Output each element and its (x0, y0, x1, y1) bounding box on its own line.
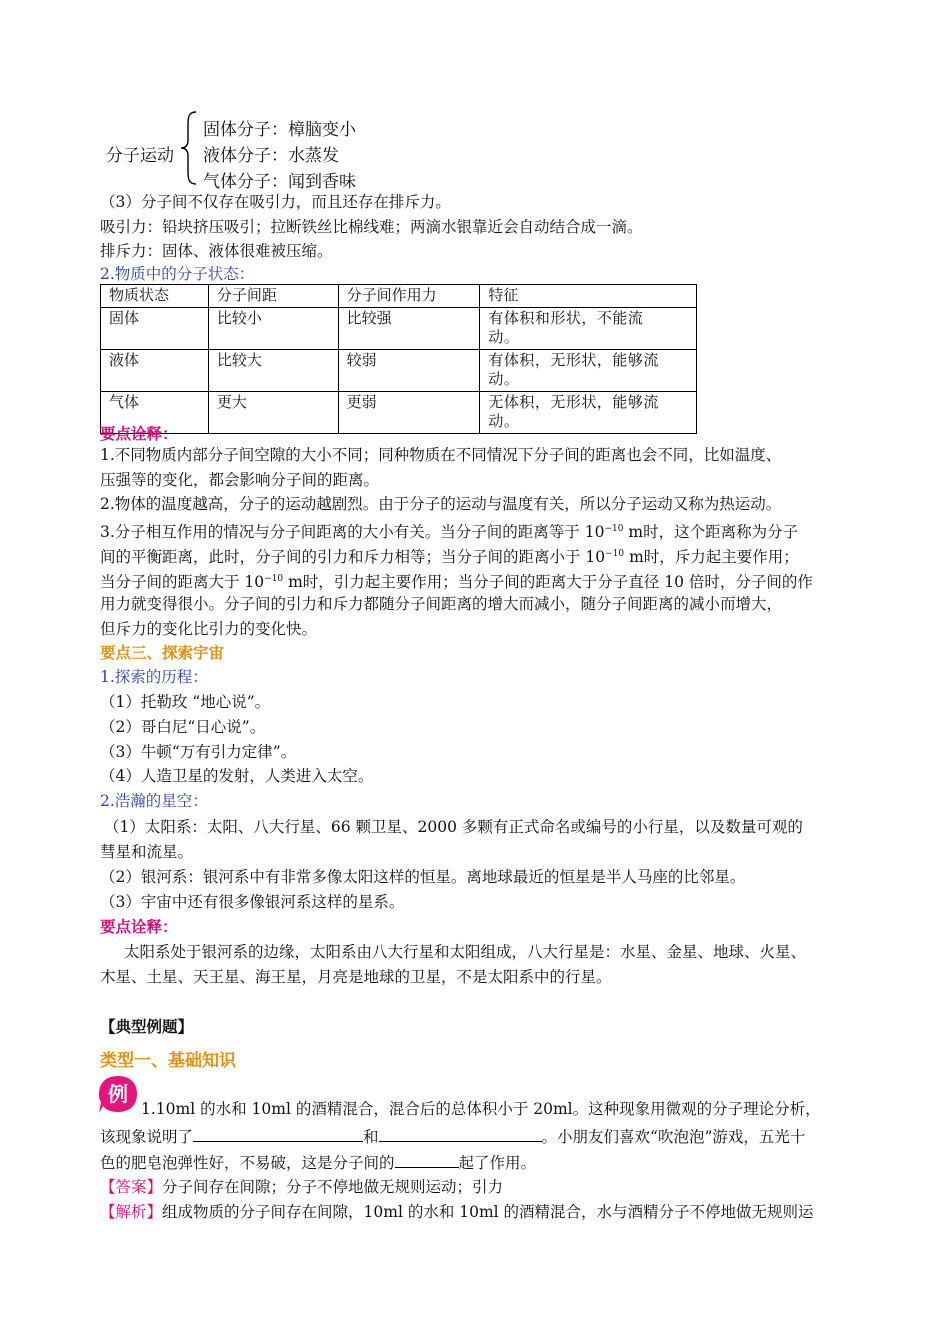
molecular-state-table (100, 284, 697, 434)
table-cell: 比较小 (208, 308, 338, 350)
feature-line: 动。 (488, 328, 520, 346)
table-cell (480, 350, 697, 392)
table-cell: 比较大 (208, 350, 338, 392)
history-item: （2）哥白尼“日心说”。 (100, 718, 266, 736)
history-heading: 1.探索的历程： (100, 668, 208, 686)
table-row (101, 308, 697, 350)
analysis-line (100, 1203, 814, 1221)
solar-note-line: 太阳系处于银河系的边缘，太阳系由八大行星和太阳组成，八大行星是：水星、金星、地球、火星、 (124, 943, 807, 961)
brace-item-gas: 气体分子：闻到香味 (203, 172, 356, 192)
answer-line (100, 1178, 503, 1196)
feature-line: 动。 (488, 412, 520, 430)
section-2-heading: 2.物质中的分子状态： (100, 265, 255, 283)
curly-brace (178, 110, 200, 186)
solar-note-line: 木星、土星、天王星、海王星，月亮是地球的卫星，不是太阳系中的行星。 (100, 968, 612, 986)
table-header: 分子间作用力 (338, 285, 480, 308)
type-one-heading: 类型一、基础知识 (100, 1051, 236, 1071)
key-points-heading-2: 要点诠释： (100, 918, 178, 936)
history-item: （1）托勒玫 “地心说”。 (100, 693, 271, 711)
note-line (100, 545, 799, 566)
note-text: m时，斥力起主要作用； (624, 548, 799, 567)
table-cell: 更大 (208, 392, 338, 434)
answer-tag: 【答案】 (100, 1178, 163, 1196)
question-text: 和 (363, 1128, 379, 1146)
paragraph-attraction: 吸引力：铅块挤压吸引；拉断铁丝比棉线难；两滴水银靠近会自动结合成一滴。 (100, 218, 643, 236)
table-cell: 液体 (101, 350, 209, 392)
exponent: −10 (264, 574, 284, 584)
note-text: m时，这个距离称为分子 (623, 523, 799, 542)
table-cell: 气体 (101, 392, 209, 434)
feature-line: 无体积，无形状，能够流 (488, 393, 659, 411)
answer-blank-2[interactable] (379, 1127, 542, 1142)
answer-blank-1[interactable] (193, 1127, 363, 1142)
table-row (101, 392, 697, 434)
note-text: 间的平衡距离，此时，分子间的引力和斥力相等；当分子间的距离小于 10 (100, 548, 606, 567)
note-line: 压强等的变化，都会影响分子间的距离。 (100, 471, 380, 489)
exponent: −10 (604, 524, 624, 534)
analysis-tag: 【解析】 (100, 1203, 163, 1221)
question-line: 1.10ml 的水和 10ml 的酒精混合，混合后的总体积小于 20ml。这种现象用微观的分子理论分析， (141, 1100, 821, 1118)
note-line: 但斥力的变化比引力的变化快。 (100, 620, 318, 638)
table-cell (480, 392, 697, 434)
exponent: −10 (605, 549, 625, 559)
question-line (100, 1153, 536, 1172)
note-line: 2.物体的温度越高，分子的运动越剧烈。由于分子的运动与温度有关，所以分子运动又称为热运动。 (100, 495, 782, 513)
star-item: （3）宇宙中还有很多像银河系这样的星系。 (100, 893, 405, 911)
table-cell: 较弱 (338, 350, 480, 392)
note-text: 当分子间的距离大于 10 (100, 573, 265, 592)
table-cell: 固体 (101, 308, 209, 350)
history-item: （4）人造卫星的发射，人类进入太空。 (100, 767, 374, 785)
star-item: （2）银河系：银河系中有非常多像太阳这样的恒星。离地球最近的恒星是半人马座的比邻星。 (100, 868, 746, 886)
note-line: 用力就变得很小。分子间的引力和斥力都随分子间距离的增大而减小，随分子间距离的减小而增大， (100, 595, 783, 613)
question-text: 色的肥皂泡弹性好，不易破，这是分子间的 (100, 1154, 395, 1172)
table-header: 物质状态 (101, 285, 209, 308)
note-line (100, 520, 798, 541)
brace-item-liquid: 液体分子：水蒸发 (203, 146, 339, 166)
note-line (100, 570, 813, 591)
question-text: 。小朋友们喜欢“吹泡泡”游戏，五光十 (541, 1128, 806, 1146)
table-cell: 更弱 (338, 392, 480, 434)
brace-label: 分子运动 (106, 146, 174, 166)
feature-line: 动。 (488, 370, 520, 388)
note-text: 3.分子相互作用的情况与分子间距离的大小有关。当分子间的距离等于 10 (100, 523, 605, 542)
table-header: 特征 (480, 285, 697, 308)
note-text: m时，引力起主要作用；当分子间的距离大于分子直径 10 倍时，分子间的作 (283, 573, 813, 592)
answer-text: 分子间存在间隙；分子不停地做无规则运动；引力 (162, 1178, 504, 1196)
star-item: （1）太阳系：太阳、八大行星、66 颗卫星、2000 多颗有正式命名或编号的小行星，以及数量可观的 (104, 818, 803, 836)
badge-label: 例 (108, 1082, 128, 1106)
table-header: 分子间距 (208, 285, 338, 308)
feature-line: 有体积和形状，不能流 (488, 309, 644, 327)
paragraph-repel-examples: 排斥力：固体、液体很难被压缩。 (100, 242, 333, 260)
feature-line: 有体积，无形状，能够流 (488, 351, 659, 369)
star-item-cont: 彗星和流星。 (100, 843, 194, 861)
note-line: 1.不同物质内部分子间空隙的大小不同；同种物质在不同情况下分子间的距离也会不同，比如温度、 (100, 446, 782, 464)
brace-item-solid: 固体分子：樟脑变小 (203, 120, 356, 140)
table-row (101, 350, 697, 392)
starry-sky-heading: 2.浩瀚的星空： (100, 792, 208, 810)
key-points-heading: 要点诠释： (100, 425, 178, 443)
table-cell: 比较强 (338, 308, 480, 350)
example-badge-icon (97, 1073, 139, 1115)
table-header-row (101, 285, 697, 308)
question-text: 该现象说明了 (100, 1128, 194, 1146)
paragraph-repulsion: （3）分子间不仅存在吸引力，而且还存在排斥力。 (100, 193, 451, 211)
typical-examples-heading: 【典型例题】 (100, 1018, 194, 1036)
history-item: （3）牛顿“万有引力定律”。 (100, 743, 297, 761)
question-line (100, 1127, 805, 1146)
analysis-text: 组成物质的分子间存在间隙，10ml 的水和 10ml 的酒精混合，水与酒精分子不停地做无规则运 (162, 1203, 814, 1221)
table-cell (480, 308, 697, 350)
section-3-heading: 要点三、探索宇宙 (100, 644, 225, 662)
question-text: 起了作用。 (458, 1154, 537, 1172)
answer-blank-3[interactable] (395, 1153, 459, 1168)
